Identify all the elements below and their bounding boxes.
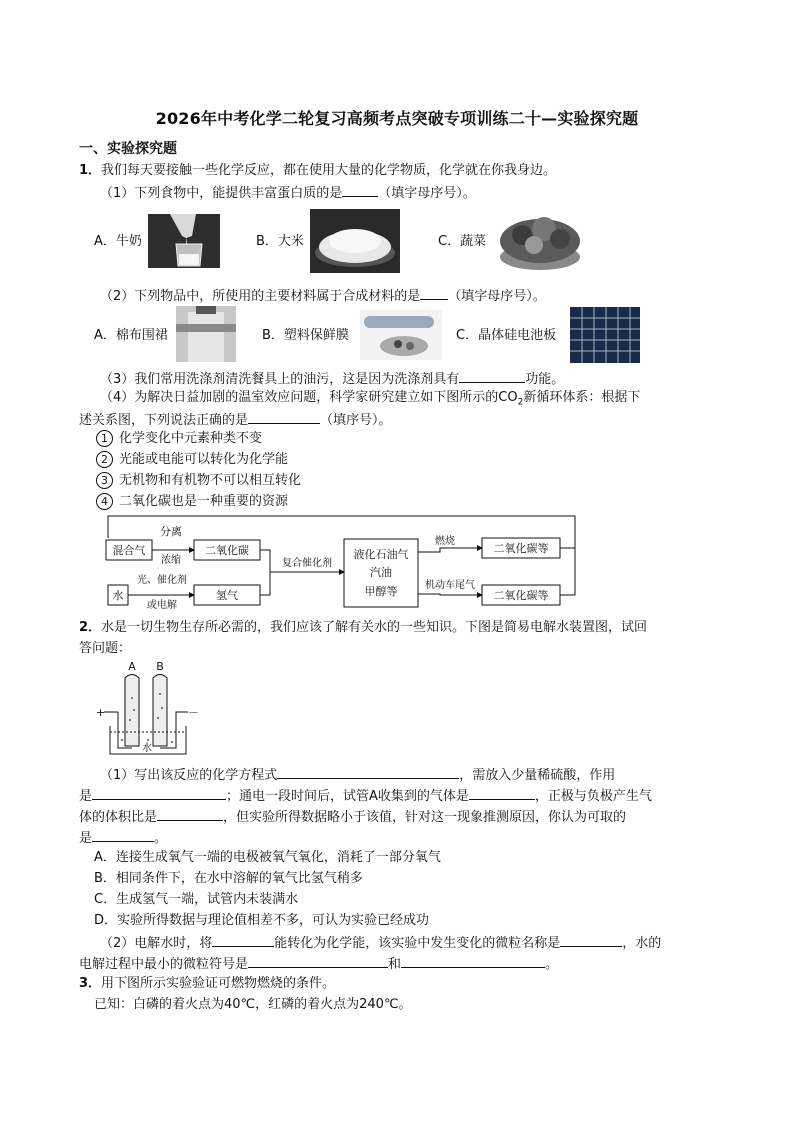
answer-blank — [459, 369, 525, 383]
q1-part4-line1: （4）为解决日益加剧的温室效应问题，科学家研究建立如下图所示的$CO_2$新循环体系：根据下 — [100, 390, 641, 408]
electrolysis-apparatus — [92, 658, 204, 758]
co2-cycle-diagram — [100, 512, 580, 612]
answer-blank — [248, 410, 320, 424]
q1-statement-1: 1 化学变化中元素种类不变 — [96, 430, 262, 448]
q1-part2: （2）下列物品中，所使用的主要材料属于合成材料的是 （填字母序号）。 — [100, 286, 546, 306]
q2-part1-line3: 体的体积比是 ，但实验所得数据略小于该值，针对这一现象推测原因，你认为可取的 — [79, 807, 626, 827]
flow-label-exhaust: 机动车尾气 — [425, 580, 475, 591]
flow-label-co2-out-2: 二氧化碳等 — [493, 589, 549, 602]
flow-label-separate: 分离 — [160, 525, 182, 538]
q3-known: 已知：白磷的着火点为40℃，红磷的着火点为240℃。 — [94, 997, 412, 1012]
page-title: 2026年中考化学二轮复习高频考点突破专项训练二十—实验探究题 — [155, 109, 639, 128]
answer-blank — [92, 828, 154, 842]
flow-label-h2: 氢气 — [216, 589, 238, 602]
q2-part1-line1: （1）写出该反应的化学方程式 ，需放入少量稀硫酸，作用 — [100, 765, 615, 785]
q2-option-a: A．连接生成氧气一端的电极被氧气氧化，消耗了一部分氧气 — [94, 850, 441, 865]
tube-b-label: B — [156, 660, 164, 673]
flow-label-gasoline: 汽油 — [370, 566, 392, 579]
answer-blank — [469, 786, 535, 800]
q2-option-d: D．实验所得数据与理论值相差不多，可认为实验已经成功 — [94, 913, 430, 928]
flow-label-water: 水 — [112, 589, 124, 602]
q2-stem-line2: 答问题： — [79, 641, 132, 656]
negative-terminal: － — [188, 706, 199, 719]
q2-option-c: C．晶体硅电池板 — [456, 328, 557, 343]
flow-label-catalyst: 复合催化剂 — [282, 558, 332, 569]
q1-option-c: C．蔬菜 — [438, 234, 487, 249]
q3-stem: 3．用下图所示实验验证可燃物燃烧的条件。 — [79, 976, 336, 991]
q1-option-a: A．牛奶 — [94, 234, 142, 249]
q1-part1: （1）下列食物中，能提供丰富蛋白质的是 （填字母序号）。 — [100, 183, 476, 203]
flow-label-light-catalyst: 光、催化剂 — [137, 575, 187, 586]
rice-photo — [310, 209, 400, 273]
flow-label-methanol: 甲醇等 — [364, 585, 398, 598]
answer-blank — [420, 286, 448, 300]
q2-option-b: B．塑料保鲜膜 — [262, 328, 349, 343]
q1-statement-4: 4 二氧化碳也是一种重要的资源 — [96, 493, 288, 511]
flow-label-burn: 燃烧 — [435, 536, 455, 547]
answer-blank — [560, 933, 622, 947]
flow-label-electrolysis: 或电解 — [147, 600, 177, 611]
answer-blank — [212, 933, 274, 947]
flow-label-mixed-gas: 混合气 — [112, 544, 146, 557]
q2-part2-line2: 电解过程中最小的微粒符号是 和 。 — [79, 954, 558, 974]
q2-option-c: C．生成氢气一端，试管内未装满水 — [94, 892, 299, 907]
q2-part1-line4: 是 。 — [79, 828, 167, 848]
flow-label-co2: 二氧化碳 — [205, 544, 249, 557]
q1-statement-3: 3 无机物和有机物不可以相互转化 — [96, 472, 301, 490]
q1-statement-2: 2 光能或电能可以转化为化学能 — [96, 451, 288, 469]
section-heading: 一、实验探究题 — [79, 141, 177, 157]
water-label: 水 — [142, 743, 152, 754]
flow-label-lpg: 液化石油气 — [353, 548, 409, 561]
q2-option-b: B．相同条件下，在水中溶解的氧气比氢气稍多 — [94, 871, 363, 886]
milk-photo — [148, 214, 220, 268]
answer-blank — [277, 765, 459, 779]
answer-blank — [248, 954, 388, 968]
apron-photo — [176, 306, 236, 362]
answer-blank — [342, 183, 378, 197]
q1-part3: （3）我们常用洗涤剂清洗餐具上的油污，这是因为洗涤剂具有 功能。 — [100, 369, 564, 389]
q1-stem: 1．我们每天要接触一些化学反应，都在使用大量的化学物质，化学就在你我身边。 — [79, 163, 557, 178]
tube-a-label: A — [128, 660, 136, 673]
q1-part4-line2: 述关系图，下列说法正确的是 （填序号）。 — [79, 410, 392, 430]
solar-panel-photo — [570, 307, 640, 363]
flow-label-concentrate: 浓缩 — [161, 555, 181, 566]
answer-blank — [92, 786, 226, 800]
answer-blank — [157, 807, 223, 821]
q2-part2-line1: （2）电解水时，将 能转化为化学能，该实验中发生变化的微粒名称是 ，水的 — [100, 933, 661, 953]
positive-terminal: + — [96, 706, 106, 719]
q2-part1-line2: 是 ；通电一段时间后，试管A收集到的气体是 ，正极与负极产生气 — [79, 786, 652, 806]
q2-option-a: A．棉布围裙 — [94, 328, 168, 343]
flow-label-co2-out-1: 二氧化碳等 — [493, 542, 549, 555]
vegetables-photo — [494, 205, 586, 275]
q1-option-b: B．大米 — [256, 234, 304, 249]
q2-stem-line1: 2．水是一切生物生存所必需的，我们应该了解有关水的一些知识。下图是简易电解水装置图，试回 — [79, 620, 648, 635]
plastic-wrap-photo — [360, 310, 442, 360]
answer-blank — [401, 954, 545, 968]
